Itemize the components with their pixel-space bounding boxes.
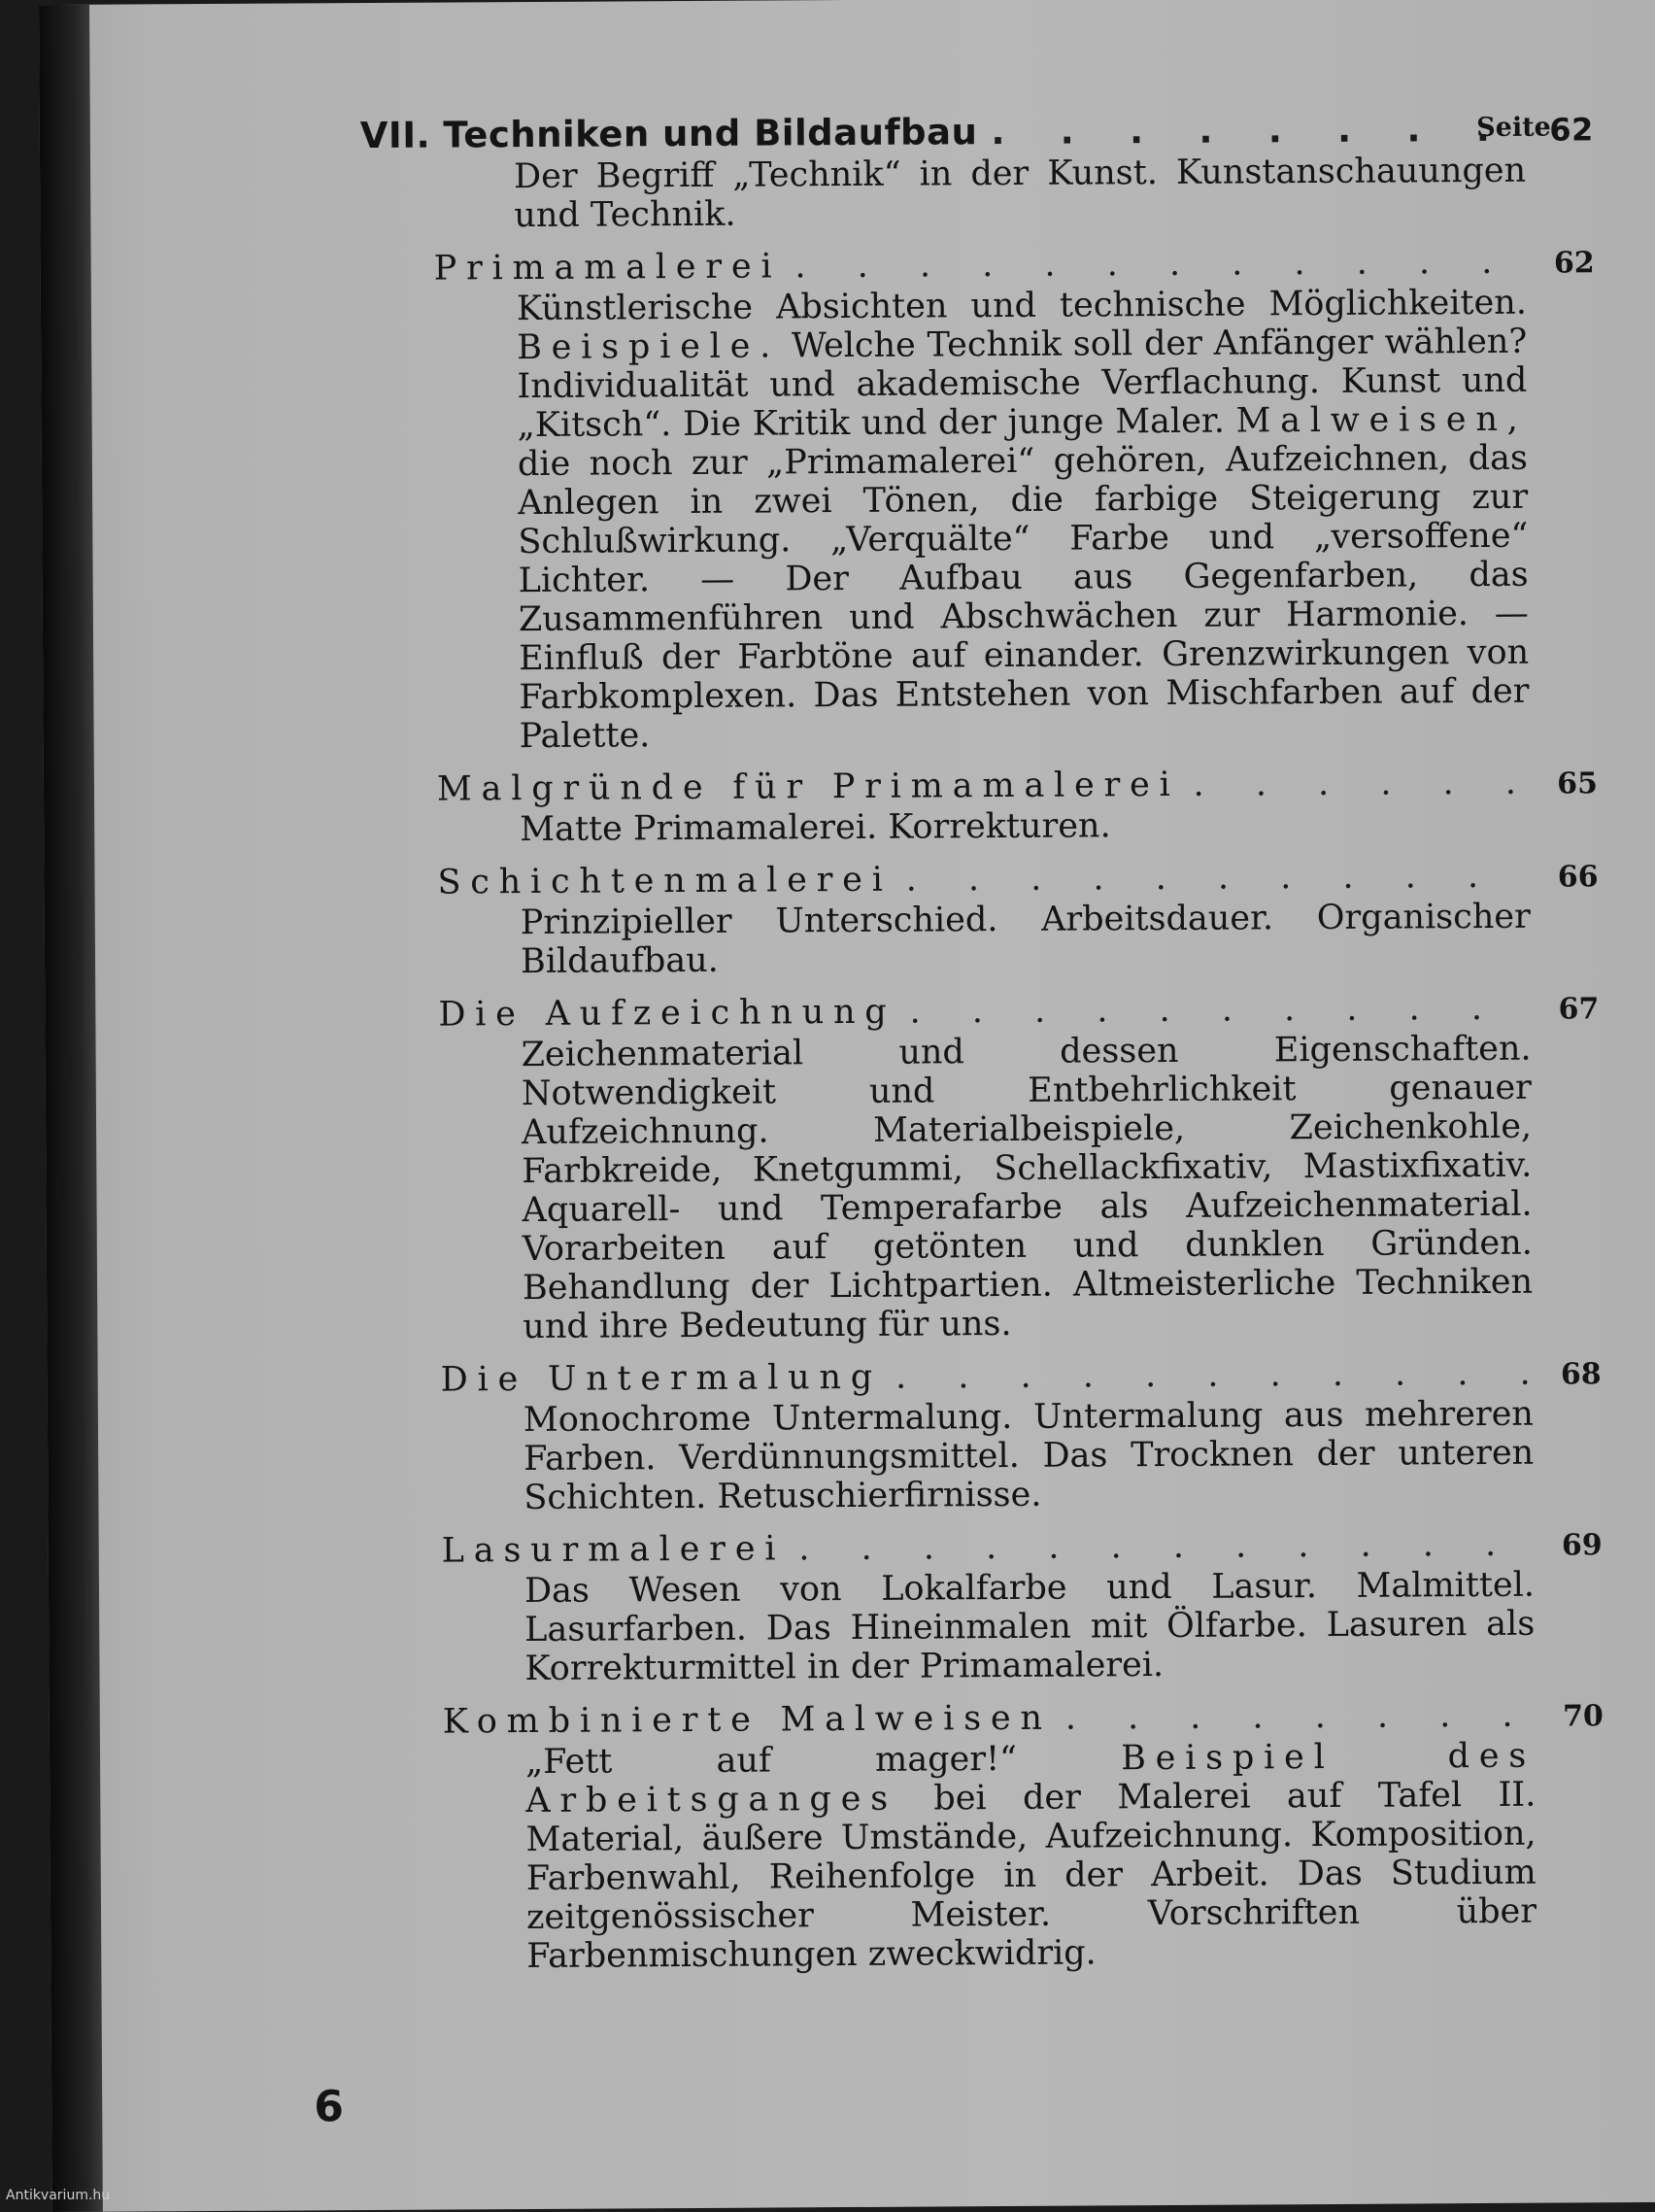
toc-entry	[441, 1353, 1602, 1399]
dot-leader	[895, 1354, 1530, 1397]
table-of-contents	[360, 107, 1605, 1977]
desc-text: bei der Malerei auf Tafel II. Material, äußere Umstände, Aufzeichnung. Komposition, Farbenwahl, Reihenfolge in der Arbeit. Das Studium zeitgenössischer Meister. Vorschriften über Farbenmischungen zweckwidrig.	[525, 1775, 1537, 1977]
entry-description: Monochrome Untermalung. Untermalung aus mehreren Farben. Verdünnungsmittel. Das Trocknen der unteren Schichten. Retuschierfirnisse.	[523, 1394, 1535, 1518]
entry-title: Kombinierte Malweisen	[442, 1698, 1052, 1742]
entry-description	[517, 284, 1530, 756]
entry-title: Lasurmalerei	[441, 1529, 786, 1571]
page-number: 6	[314, 2082, 345, 2132]
dot-leader	[991, 108, 1522, 153]
dot-leader	[906, 857, 1527, 900]
entry-description: Das Wesen von Lokalfarbe und Lasur. Malmittel. Lasurfarben. Das Hineinmalen mit Ölfarbe. Lasuren als Korrekturmittel in der Primamalerei.	[524, 1565, 1536, 1689]
desc-text: „Fett auf mager!“	[524, 1739, 1122, 1783]
dot-leader	[1193, 764, 1526, 804]
entry-page: 69	[1561, 1528, 1603, 1563]
dot-leader	[1065, 1696, 1532, 1738]
entry-title: Malgründe für Primamalerei	[436, 765, 1180, 809]
entry-description: Prinzipieller Unterschied. Arbeitsdauer. Organischer Bildaufbau.	[520, 897, 1531, 982]
toc-entry	[434, 242, 1595, 288]
toc-entry	[437, 856, 1598, 902]
chapter-title: VII. Techniken und Bildaufbau	[359, 111, 978, 157]
entry-page: 70	[1562, 1699, 1604, 1734]
entry-title: Schichtenmalerei	[437, 860, 893, 902]
page-column-label: Seite	[1476, 112, 1551, 144]
chapter-description: Der Begriff „Technik“ in der Kunst. Kunstanschauungen und Technik.	[513, 151, 1527, 236]
entry-description	[525, 1737, 1537, 1976]
dot-leader	[794, 243, 1522, 287]
desc-spaced-term: Malweisen,	[1235, 399, 1528, 441]
book-page	[39, 0, 1655, 2212]
chapter-heading	[360, 107, 1594, 156]
toc-entry	[437, 763, 1598, 808]
toc-entry	[438, 988, 1599, 1034]
chapter-page: 62	[1549, 111, 1594, 149]
desc-text: Welche Technik soll der Anfänger wählen? Individualität und akademische Verflachung. Kunst und „Kitsch“. Die Kritik und der junge Maler.	[517, 322, 1528, 446]
entry-description: Zeichenmaterial und dessen Eigenschaften. Notwendigkeit und Entbehrlichkeit genauer Aufzeichnung. Materialbeispiele, Zeichenkohle, Farbkreide, Knetgummi, Schellackfixativ, Mastixfixativ. Aquarell- und Temperafarbe als Aufzeichenmaterial. Vorarbeiten auf getönten und dunklen Gründen. Behandlung der Lichtpartien. Altmeisterliche Techniken und ihre Bedeutung für uns.	[521, 1029, 1534, 1347]
toc-entry	[442, 1524, 1603, 1570]
entry-description: Matte Primamalerei. Korrekturen.	[520, 806, 1111, 850]
desc-text: Künstlerische Absichten und technische Möglichkeiten.	[516, 283, 1528, 329]
entry-title: Primamalerei	[433, 247, 782, 289]
dot-leader	[798, 1525, 1531, 1569]
entry-page: 68	[1560, 1357, 1602, 1392]
desc-text: die noch zur „Primamalerei“ gehören, Aufzeichnen, das Anlegen in zwei Tönen, die farbige Steigerung zur Schlußwirkung. „Verquälte“ Farbe und „versoffene“ Lichter. — Der Aufbau aus Gegenfarben, das Zusammenführen und Abschwächen zur Harmonie. — Einfluß der Farbtöne auf einander. Grenzwirkungen von Farbkomplexen. Das Entstehen von Mischfarben auf der Palette.	[517, 438, 1530, 757]
entry-page: 65	[1557, 766, 1599, 801]
dot-leader	[909, 989, 1527, 1032]
entry-title: Die Untermalung	[440, 1357, 883, 1400]
watermark: Antikvarium.hu	[6, 2188, 111, 2203]
entry-page: 66	[1557, 860, 1599, 895]
toc-entry	[443, 1695, 1604, 1741]
entry-title: Die Aufzeichnung	[438, 992, 896, 1035]
desc-spaced-term: Beispiele.	[517, 326, 781, 368]
entry-page: 62	[1553, 246, 1595, 281]
entry-page: 67	[1558, 992, 1600, 1027]
desc-spaced-term: Beispiel des Arbeitsganges	[525, 1736, 1537, 1821]
book-spine	[39, 5, 103, 2212]
